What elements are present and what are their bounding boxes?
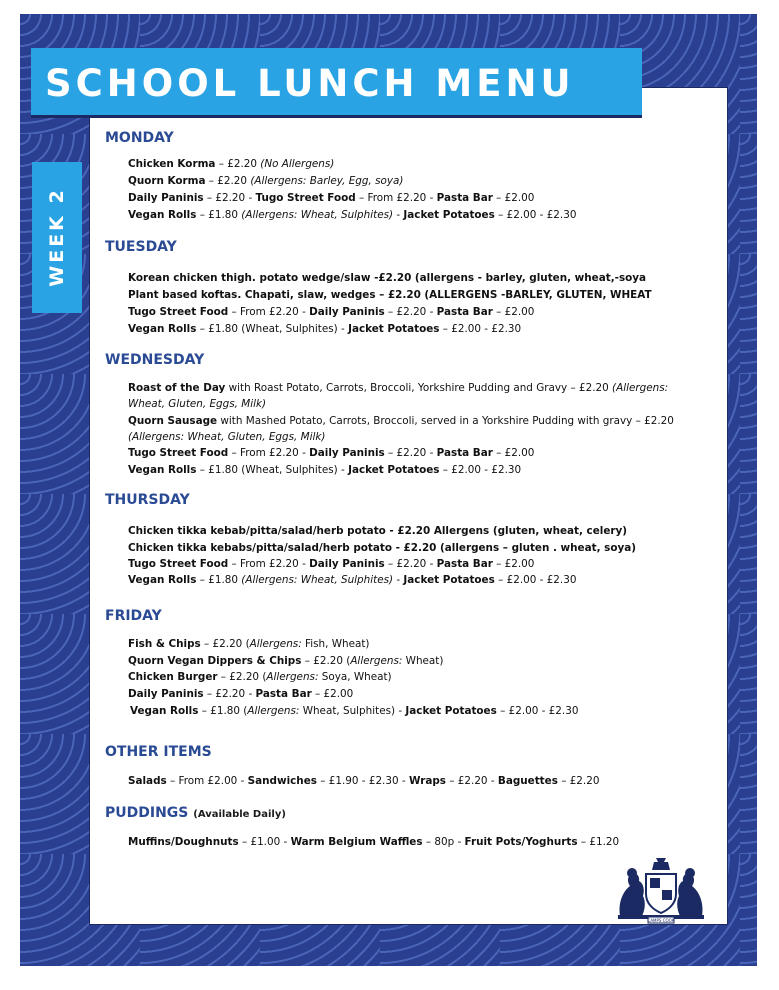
menu-line: Fish & Chips – £2.20 (Allergens: Fish, Wheat)	[128, 638, 370, 650]
menu-line: Vegan Rolls – £1.80 (Allergens: Wheat, Sulphites) - Jacket Potatoes – £2.00 - £2.30	[128, 209, 577, 221]
menu-line: Daily Paninis – £2.20 - Tugo Street Food – From £2.20 - Pasta Bar – £2.00	[128, 192, 535, 204]
day-heading-monday: MONDAY	[105, 130, 174, 146]
title-banner	[31, 48, 642, 118]
puddings-heading: PUDDINGS	[105, 805, 189, 821]
menu-line: Plant based koftas. Chapati, slaw, wedges – £2.20 (ALLERGENS -BARLEY, GLUTEN, WHEAT	[128, 289, 652, 301]
day-heading-tuesday: TUESDAY	[105, 239, 177, 255]
menu-line: Muffins/Doughnuts – £1.00 - Warm Belgium Waffles – 80p - Fruit Pots/Yoghurts – £1.20	[128, 836, 620, 848]
menu-line: Tugo Street Food – From £2.20 - Daily Paninis – £2.20 - Pasta Bar – £2.00	[128, 558, 535, 570]
menu-line: Korean chicken thigh. potato wedge/slaw -£2.20 (allergens - barley, gluten, wheat,-soya	[128, 272, 647, 284]
menu-line: Chicken tikka kebab/pitta/salad/herb potato - £2.20 Allergens (gluten, wheat, celery)	[128, 525, 628, 537]
menu-line-continuation: (Allergens: Wheat, Gluten, Eggs, Milk)	[128, 431, 326, 443]
week-tab	[32, 162, 82, 313]
menu-line: Quorn Korma – £2.20 (Allergens: Barley, Egg, soya)	[128, 175, 404, 187]
day-heading-friday: FRIDAY	[105, 608, 162, 624]
day-heading-wednesday: WEDNESDAY	[105, 352, 205, 368]
menu-line: Roast of the Day with Roast Potato, Carrots, Broccoli, Yorkshire Pudding and Gravy – £2.20 (Allergens:	[128, 382, 669, 394]
menu-line: Vegan Rolls – £1.80 (Allergens: Wheat, Sulphites) - Jacket Potatoes – £2.00 - £2.30	[130, 705, 579, 717]
page-title: SCHOOL LUNCH MENU	[45, 62, 575, 105]
menu-line: Chicken Korma – £2.20 (No Allergens)	[128, 158, 335, 170]
section-heading-puddings	[105, 805, 286, 821]
section-heading-other-items: OTHER ITEMS	[105, 744, 212, 760]
day-heading-thursday: THURSDAY	[105, 492, 190, 508]
crest-caption: CAMPS COOK	[647, 918, 675, 923]
menu-line: Vegan Rolls – £1.80 (Allergens: Wheat, Sulphites) - Jacket Potatoes – £2.00 - £2.30	[128, 574, 577, 586]
menu-line: Chicken Burger – £2.20 (Allergens: Soya, Wheat)	[128, 671, 392, 683]
menu-line: Vegan Rolls – £1.80 (Wheat, Sulphites) - Jacket Potatoes – £2.00 - £2.30	[128, 323, 522, 335]
menu-line: Quorn Sausage with Mashed Potato, Carrots, Broccoli, served in a Yorkshire Pudding with gravy – £2.20	[128, 415, 674, 427]
menu-line: Tugo Street Food – From £2.20 - Daily Paninis – £2.20 - Pasta Bar – £2.00	[128, 306, 535, 318]
menu-line: Chicken tikka kebabs/pitta/salad/herb potato - £2.20 (allergens – gluten . wheat, soya)	[128, 542, 637, 554]
menu-line: Quorn Vegan Dippers & Chips – £2.20 (Allergens: Wheat)	[128, 655, 444, 667]
week-label: WEEK 2	[46, 187, 68, 287]
menu-line-continuation: Wheat, Gluten, Eggs, Milk)	[128, 398, 267, 410]
menu-line: Vegan Rolls – £1.80 (Wheat, Sulphites) - Jacket Potatoes – £2.00 - £2.30	[128, 464, 522, 476]
puddings-subheading: (Available Daily)	[193, 809, 286, 820]
school-crest-icon	[612, 856, 710, 924]
menu-line: Tugo Street Food – From £2.20 - Daily Paninis – £2.20 - Pasta Bar – £2.00	[128, 447, 535, 459]
menu-line: Salads – From £2.00 - Sandwiches – £1.90 - £2.30 - Wraps – £2.20 - Baguettes – £2.20	[128, 775, 600, 787]
menu-line: Daily Paninis – £2.20 - Pasta Bar – £2.00	[128, 688, 354, 700]
